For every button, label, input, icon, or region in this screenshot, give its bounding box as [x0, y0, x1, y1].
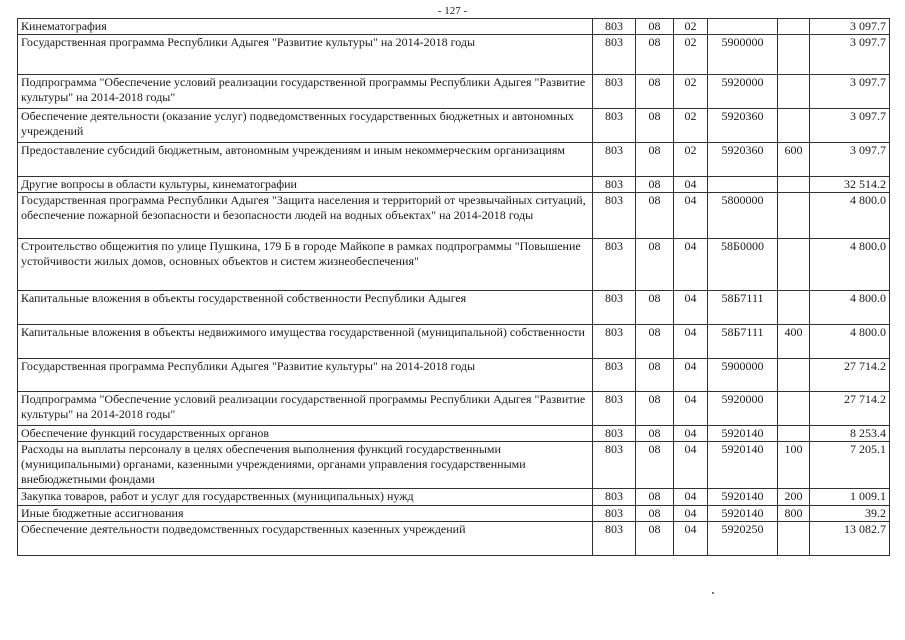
admin-code: 803 — [593, 239, 636, 291]
row-name: Обеспечение деятельности (оказание услуг) подведомственных государственных бюджетных и автономных учреждений — [18, 109, 593, 143]
scan-speck — [712, 592, 714, 594]
table-row — [18, 177, 890, 193]
section-code: 08 — [636, 109, 674, 143]
row-name: Расходы на выплаты персоналу в целях обеспечения выполнения функций государственными (муниципальными) органами, казенными учреждениями, органами управления государственными внебюджетными фондами — [18, 442, 593, 489]
row-name: Подпрограмма "Обеспечение условий реализации государственной программы Республики Адыгея "Развитие культуры" на 2014-2018 годы" — [18, 392, 593, 426]
expense-type — [778, 177, 810, 193]
amount: 32 514.2 — [810, 177, 890, 193]
subsection-code: 04 — [674, 239, 708, 291]
expense-type — [778, 239, 810, 291]
row-name: Капитальные вложения в объекты недвижимого имущества государственной (муниципальной) собственности — [18, 325, 593, 359]
expense-type — [778, 35, 810, 75]
amount: 4 800.0 — [810, 239, 890, 291]
subsection-code: 04 — [674, 325, 708, 359]
target-code: 58Б0000 — [708, 239, 778, 291]
row-name: Капитальные вложения в объекты государственной собственности Республики Адыгея — [18, 291, 593, 325]
table-row — [18, 506, 890, 522]
table-row — [18, 193, 890, 239]
target-code: 5920360 — [708, 143, 778, 177]
amount: 1 009.1 — [810, 489, 890, 506]
row-name: Предоставление субсидий бюджетным, автономным учреждениям и иным некоммерческим организациям — [18, 143, 593, 177]
table-row — [18, 442, 890, 489]
expense-type: 800 — [778, 506, 810, 522]
target-code: 5920140 — [708, 426, 778, 442]
table-row — [18, 35, 890, 75]
subsection-code: 02 — [674, 19, 708, 35]
admin-code: 803 — [593, 35, 636, 75]
section-code: 08 — [636, 75, 674, 109]
admin-code: 803 — [593, 143, 636, 177]
expense-type — [778, 193, 810, 239]
section-code: 08 — [636, 291, 674, 325]
amount: 13 082.7 — [810, 522, 890, 556]
expense-type: 600 — [778, 143, 810, 177]
table-row — [18, 359, 890, 392]
admin-code: 803 — [593, 291, 636, 325]
table-row — [18, 392, 890, 426]
target-code — [708, 19, 778, 35]
subsection-code: 04 — [674, 522, 708, 556]
subsection-code: 04 — [674, 359, 708, 392]
subsection-code: 02 — [674, 75, 708, 109]
amount: 3 097.7 — [810, 35, 890, 75]
target-code: 5900000 — [708, 35, 778, 75]
section-code: 08 — [636, 522, 674, 556]
expense-type — [778, 75, 810, 109]
row-name: Кинематография — [18, 19, 593, 35]
table-row — [18, 291, 890, 325]
admin-code: 803 — [593, 359, 636, 392]
row-name: Другие вопросы в области культуры, кинематографии — [18, 177, 593, 193]
section-code: 08 — [636, 426, 674, 442]
row-name: Подпрограмма "Обеспечение условий реализации государственной программы Республики Адыгея "Развитие культуры" на 2014-2018 годы" — [18, 75, 593, 109]
section-code: 08 — [636, 325, 674, 359]
section-code: 08 — [636, 193, 674, 239]
target-code: 5920000 — [708, 392, 778, 426]
subsection-code: 04 — [674, 442, 708, 489]
subsection-code: 02 — [674, 109, 708, 143]
admin-code: 803 — [593, 193, 636, 239]
subsection-code: 04 — [674, 193, 708, 239]
row-name: Обеспечение деятельности подведомственных государственных казенных учреждений — [18, 522, 593, 556]
amount: 8 253.4 — [810, 426, 890, 442]
table-row — [18, 19, 890, 35]
amount: 39.2 — [810, 506, 890, 522]
page-number: - 127 - — [437, 5, 468, 17]
subsection-code: 02 — [674, 143, 708, 177]
row-name: Иные бюджетные ассигнования — [18, 506, 593, 522]
section-code: 08 — [636, 442, 674, 489]
subsection-code: 02 — [674, 35, 708, 75]
section-code: 08 — [636, 35, 674, 75]
admin-code: 803 — [593, 75, 636, 109]
target-code: 5800000 — [708, 193, 778, 239]
target-code — [708, 177, 778, 193]
subsection-code: 04 — [674, 506, 708, 522]
target-code: 5920140 — [708, 506, 778, 522]
subsection-code: 04 — [674, 426, 708, 442]
amount: 3 097.7 — [810, 109, 890, 143]
expense-type: 400 — [778, 325, 810, 359]
target-code: 5920250 — [708, 522, 778, 556]
expense-type: 200 — [778, 489, 810, 506]
amount: 4 800.0 — [810, 325, 890, 359]
admin-code: 803 — [593, 19, 636, 35]
amount: 4 800.0 — [810, 291, 890, 325]
amount: 3 097.7 — [810, 143, 890, 177]
table-row — [18, 426, 890, 442]
section-code: 08 — [636, 489, 674, 506]
admin-code: 803 — [593, 506, 636, 522]
admin-code: 803 — [593, 442, 636, 489]
admin-code: 803 — [593, 109, 636, 143]
budget-table — [17, 18, 890, 556]
table-row — [18, 239, 890, 291]
row-name: Государственная программа Республики Адыгея "Развитие культуры" на 2014-2018 годы — [18, 35, 593, 75]
expense-type: 100 — [778, 442, 810, 489]
row-name: Закупка товаров, работ и услуг для государственных (муниципальных) нужд — [18, 489, 593, 506]
target-code: 58Б7111 — [708, 291, 778, 325]
expense-type — [778, 291, 810, 325]
table-row — [18, 522, 890, 556]
row-name: Обеспечение функций государственных органов — [18, 426, 593, 442]
amount: 27 714.2 — [810, 359, 890, 392]
amount: 27 714.2 — [810, 392, 890, 426]
target-code: 5920140 — [708, 489, 778, 506]
subsection-code: 04 — [674, 489, 708, 506]
table-row — [18, 75, 890, 109]
section-code: 08 — [636, 239, 674, 291]
admin-code: 803 — [593, 489, 636, 506]
amount: 7 205.1 — [810, 442, 890, 489]
row-name: Государственная программа Республики Адыгея "Развитие культуры" на 2014-2018 годы — [18, 359, 593, 392]
expense-type — [778, 359, 810, 392]
subsection-code: 04 — [674, 177, 708, 193]
expense-type — [778, 19, 810, 35]
subsection-code: 04 — [674, 291, 708, 325]
table-row — [18, 143, 890, 177]
section-code: 08 — [636, 19, 674, 35]
admin-code: 803 — [593, 522, 636, 556]
admin-code: 803 — [593, 392, 636, 426]
row-name: Государственная программа Республики Адыгея "Защита населения и территорий от чрезвычайных ситуаций, обеспечение пожарной безопасности и безопасности людей на водных объектах" на 2014-2018 годы — [18, 193, 593, 239]
target-code: 5920140 — [708, 442, 778, 489]
amount: 3 097.7 — [810, 19, 890, 35]
table-row — [18, 325, 890, 359]
admin-code: 803 — [593, 325, 636, 359]
admin-code: 803 — [593, 426, 636, 442]
expense-type — [778, 392, 810, 426]
section-code: 08 — [636, 177, 674, 193]
target-code: 58Б7111 — [708, 325, 778, 359]
section-code: 08 — [636, 143, 674, 177]
target-code: 5920000 — [708, 75, 778, 109]
table-row — [18, 489, 890, 506]
amount: 3 097.7 — [810, 75, 890, 109]
target-code: 5900000 — [708, 359, 778, 392]
admin-code: 803 — [593, 177, 636, 193]
section-code: 08 — [636, 506, 674, 522]
table-row — [18, 109, 890, 143]
target-code: 5920360 — [708, 109, 778, 143]
subsection-code: 04 — [674, 392, 708, 426]
expense-type — [778, 109, 810, 143]
amount: 4 800.0 — [810, 193, 890, 239]
expense-type — [778, 426, 810, 442]
expense-type — [778, 522, 810, 556]
row-name: Строительство общежития по улице Пушкина, 179 Б в городе Майкопе в рамках подпрограммы "Повышение устойчивости жилых домов, основных объектов и систем жизнеобеспечения" — [18, 239, 593, 291]
section-code: 08 — [636, 392, 674, 426]
section-code: 08 — [636, 359, 674, 392]
